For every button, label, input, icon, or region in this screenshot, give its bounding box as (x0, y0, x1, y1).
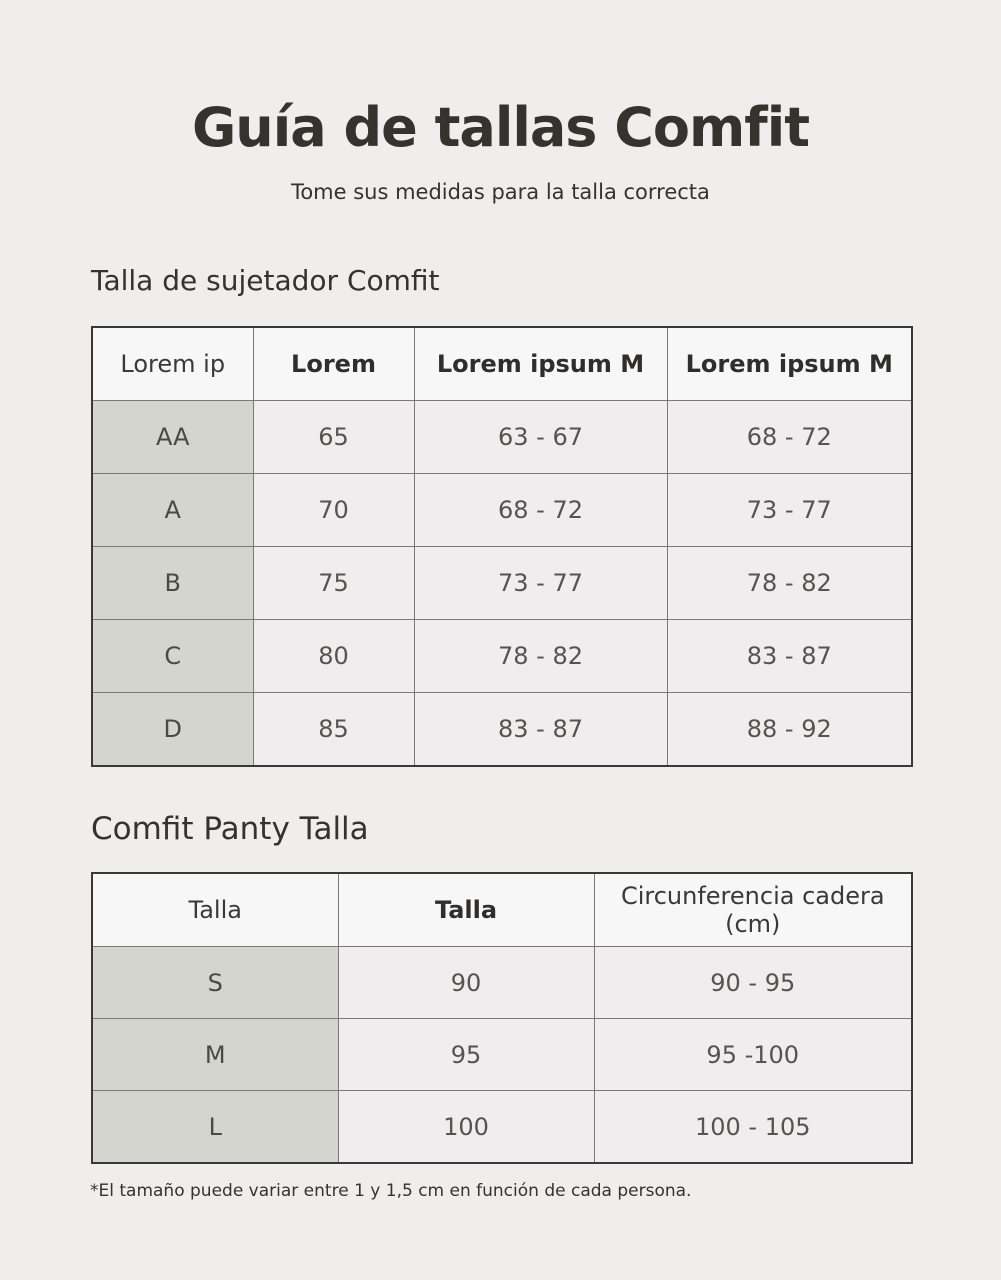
table-cell: 70 (253, 474, 414, 547)
table-cell: 73 - 77 (414, 547, 667, 620)
table-row (92, 547, 912, 620)
page-subtitle: Tome sus medidas para la talla correcta (291, 180, 710, 204)
table-row (92, 693, 912, 767)
table-cell: 65 (253, 401, 414, 474)
panty-section-title: Comfit Panty Talla (91, 811, 369, 847)
panty-size-cell: S (92, 947, 338, 1019)
bra-section-title: Talla de sujetador Comfit (91, 264, 440, 297)
table-cell: 83 - 87 (667, 620, 912, 693)
cup-size-cell: B (92, 547, 253, 620)
table-cell: 83 - 87 (414, 693, 667, 767)
table-cell: 80 (253, 620, 414, 693)
column-header: Lorem ipsum M (667, 327, 912, 401)
table-cell: 75 (253, 547, 414, 620)
table-row (92, 401, 912, 474)
table-cell: 100 - 105 (594, 1091, 912, 1164)
cup-size-cell: AA (92, 401, 253, 474)
table-cell: 90 (338, 947, 594, 1019)
panty-size-cell: L (92, 1091, 338, 1164)
table-cell: 88 - 92 (667, 693, 912, 767)
table-cell: 68 - 72 (414, 474, 667, 547)
column-header: Talla (338, 873, 594, 947)
table-cell: 73 - 77 (667, 474, 912, 547)
table-cell: 78 - 82 (414, 620, 667, 693)
column-header: Lorem (253, 327, 414, 401)
table-row (92, 620, 912, 693)
table-cell: 90 - 95 (594, 947, 912, 1019)
cup-size-cell: C (92, 620, 253, 693)
table-cell: 78 - 82 (667, 547, 912, 620)
table-cell: 100 (338, 1091, 594, 1164)
column-header: Talla (92, 873, 338, 947)
cup-size-cell: A (92, 474, 253, 547)
panty-size-table (91, 872, 913, 1164)
column-header: Circunferencia cadera (cm) (594, 873, 912, 947)
column-header: Lorem ipsum M (414, 327, 667, 401)
table-cell: 95 -100 (594, 1019, 912, 1091)
panty-size-cell: M (92, 1019, 338, 1091)
table-header-row (92, 873, 912, 947)
column-header: Lorem ip (92, 327, 253, 401)
table-row (92, 1091, 912, 1164)
footnote: *El tamaño puede variar entre 1 y 1,5 cm en función de cada persona. (90, 1181, 692, 1201)
table-row (92, 1019, 912, 1091)
table-row (92, 474, 912, 547)
page-title: Guía de tallas Comfit (191, 96, 810, 159)
table-cell: 68 - 72 (667, 401, 912, 474)
bra-size-table (91, 326, 913, 767)
table-cell: 63 - 67 (414, 401, 667, 474)
table-header-row (92, 327, 912, 401)
table-cell: 95 (338, 1019, 594, 1091)
table-cell: 85 (253, 693, 414, 767)
table-row (92, 947, 912, 1019)
cup-size-cell: D (92, 693, 253, 767)
